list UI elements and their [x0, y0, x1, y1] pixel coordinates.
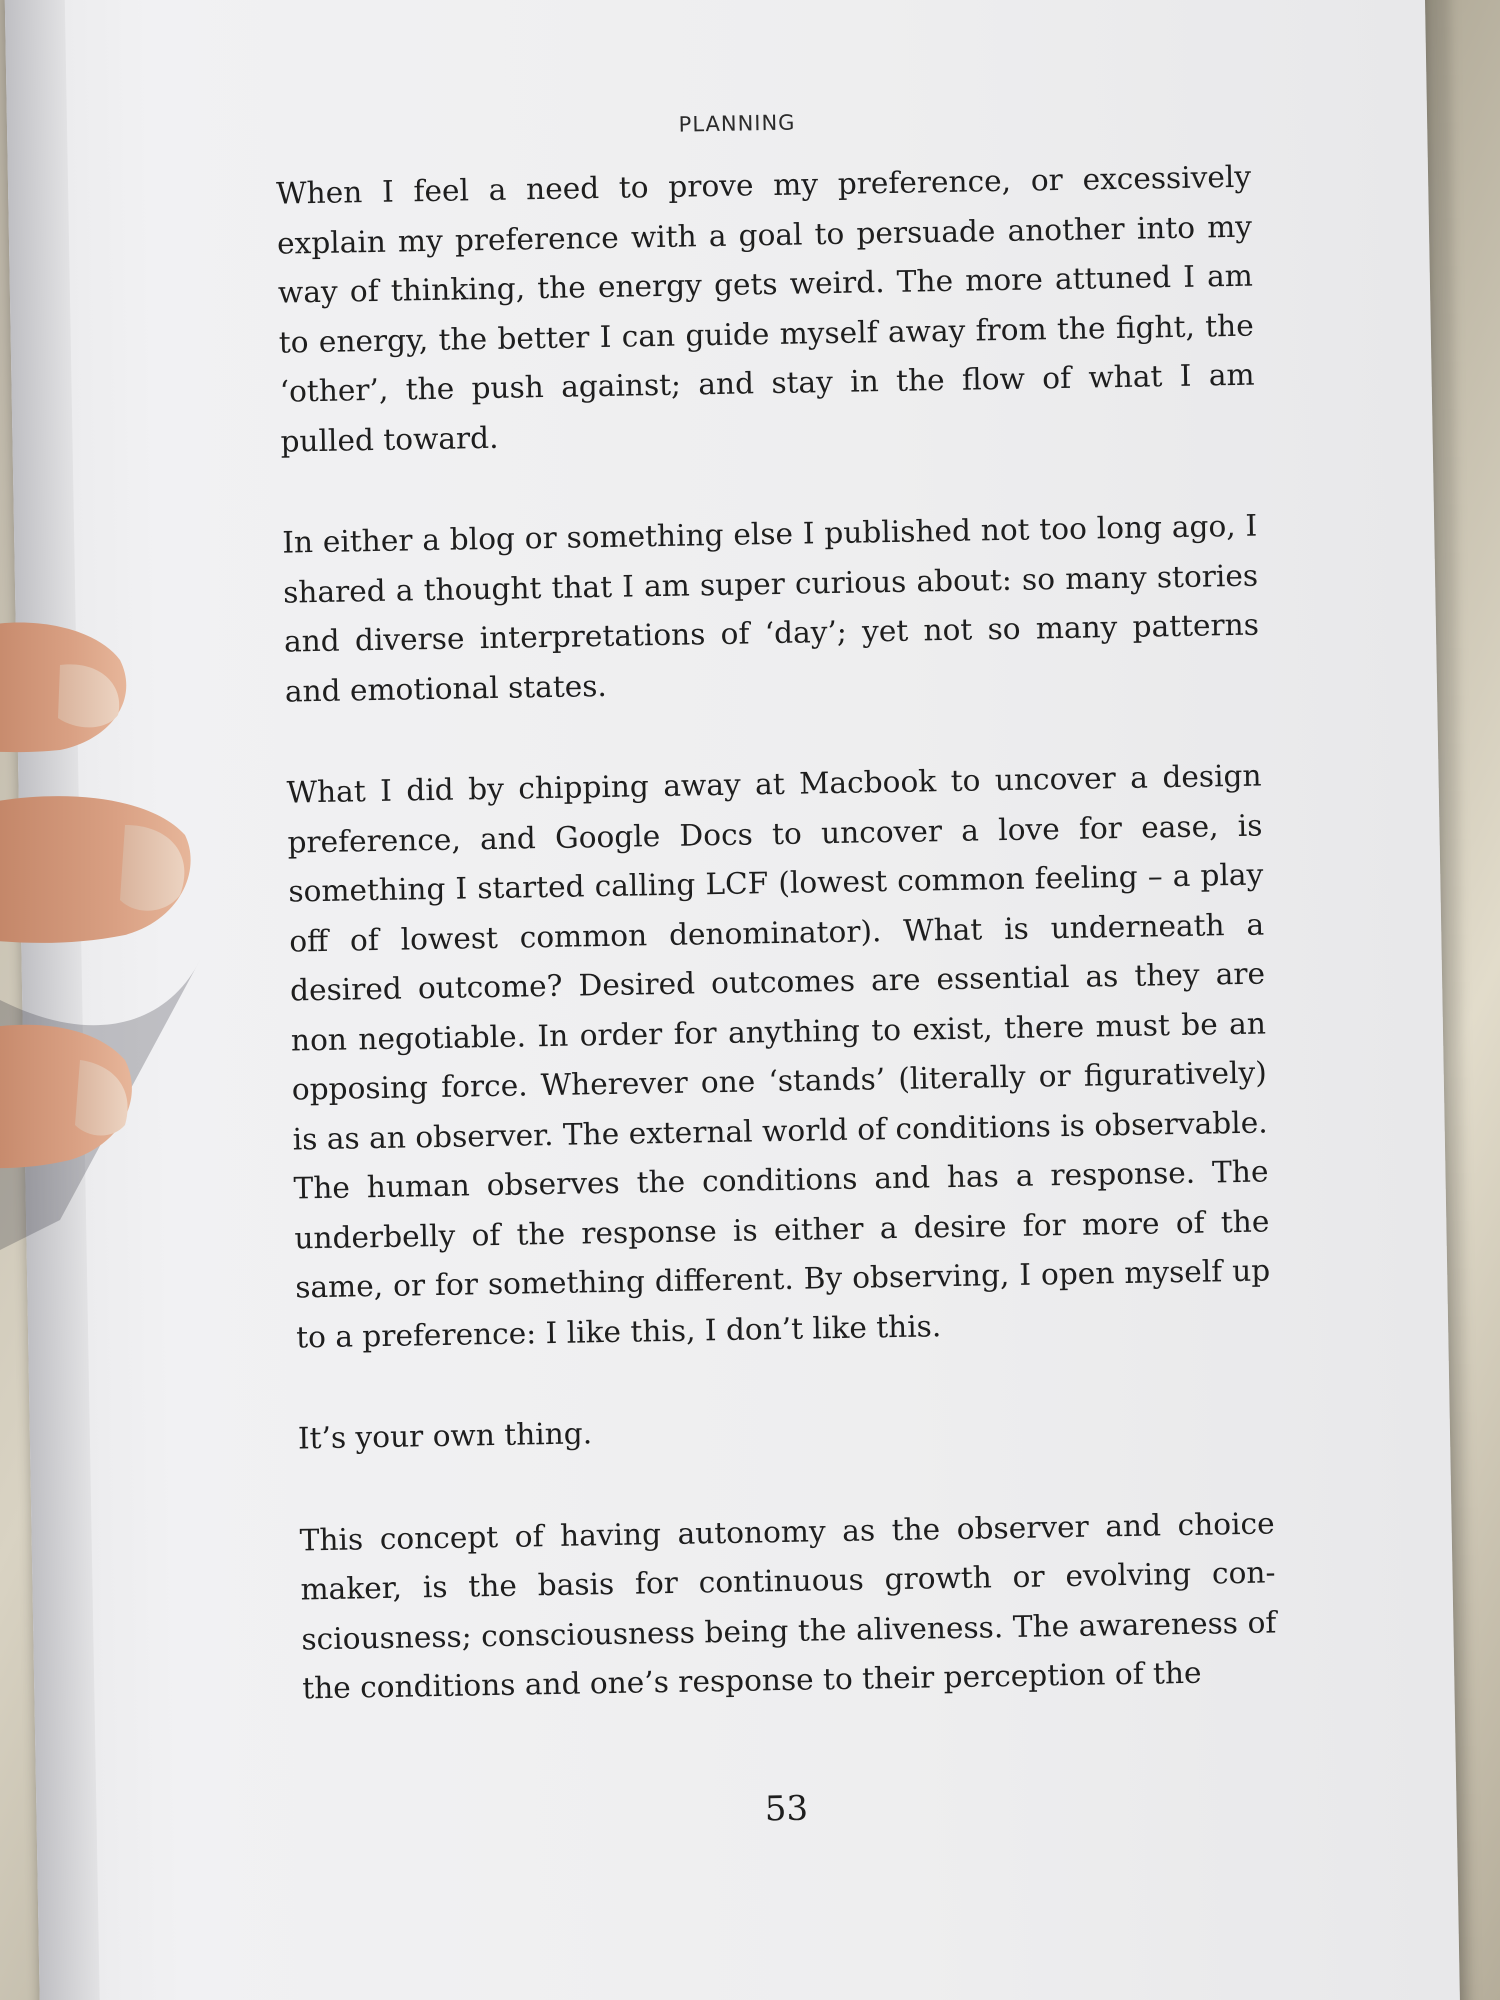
fingers-holding-page [0, 620, 240, 1280]
running-head: PLANNING [678, 110, 796, 137]
page-number: 53 [764, 1788, 809, 1830]
paragraph: What I did by chipping away at Macbook to uncover a design preference, and Google Docs to uncover a love for ease, is something I started calling LCF (lowest common feeling – a play off of lowest common denominator). What is underneath a desired outcome? Desired outcomes are essential as they are non negotiable. In order for anything to exist, there must be an opposing force. Wherever one ‘stands’ (literally or figuratively) is as an observer. The external world of conditions is observable. The human observes the conditions and has a response. The underbelly of the response is either a desire for more of the same, or for something different. By observing, I open myself up to a preference: I like this, I don’t like this. [286, 758, 1271, 1354]
paragraph: In either a blog or something else I published not too long ago, I shared a thought that I am super curious about: so many stories and diverse interpretations of ‘day’; yet not so many patterns and emotional states. [282, 508, 1260, 709]
paragraph: It’s your own thing. [297, 1416, 593, 1456]
page-body [276, 153, 1279, 1766]
paragraph: When I feel a need to prove my preference, or excessively explain my preference with a goal to persuade another into my way of thinking, the energy gets weird. The more attuned I am to energy, the better I can guide myself away from the fight, the ‘other’, the push against; and stay in the flow of what I am pulled toward. [275, 159, 1255, 459]
paragraph: This concept of having autonomy as the observer and choice maker, is the basis for continuous growth or evolving consciousness; consciousness being the aliveness. The awareness of the conditions and one’s response to their perception of the [299, 1505, 1277, 1706]
